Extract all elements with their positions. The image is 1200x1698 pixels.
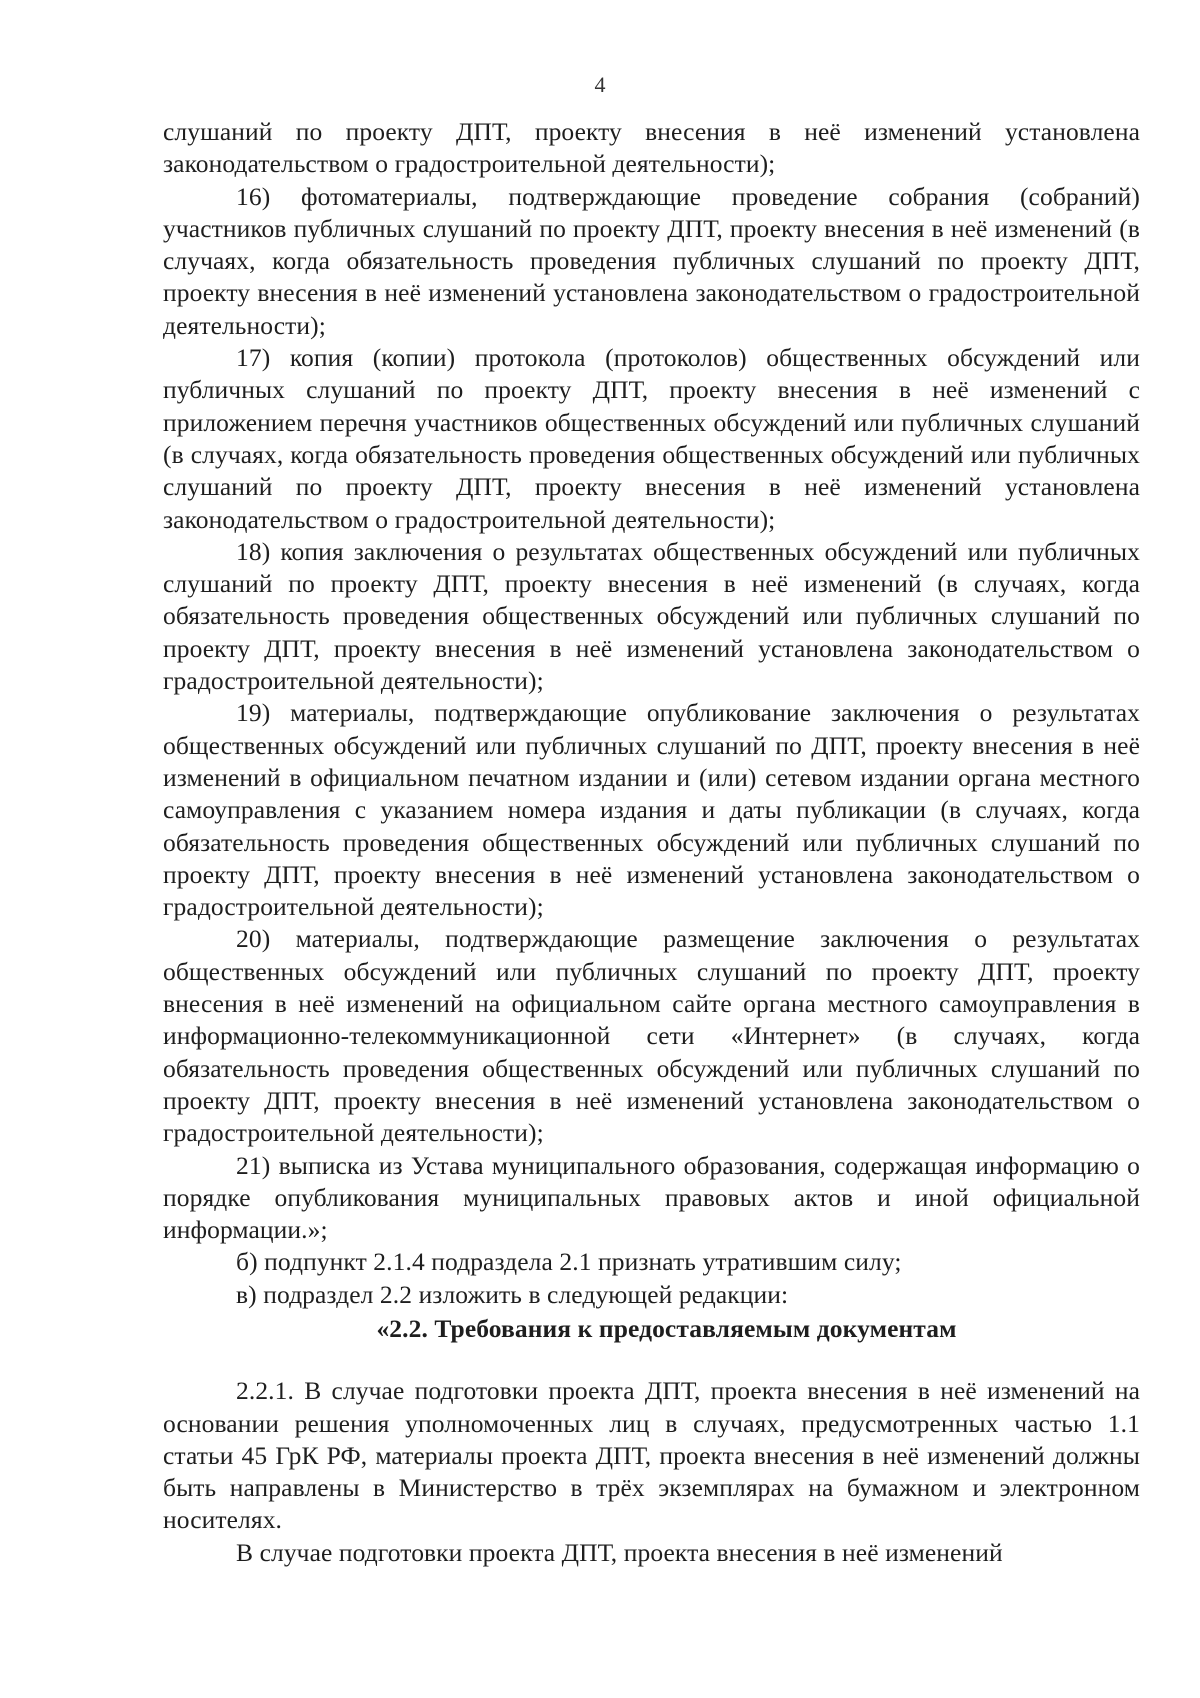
paragraph-item-17: 17) копия (копии) протокола (протоколов) общественных обсуждений или публичных слушаний по проекту ДПТ, проекту внесения в неё изменений с приложением перечня участников общественных обсуждений или публичных слушаний (в случаях, когда обязательность проведения общественных обсуждений или публичных слушаний по проекту ДПТ, проекту внесения в неё изменений установлена законодательством о градостроительной деятельности); (163, 343, 1140, 534)
paragraph-continuation: слушаний по проекту ДПТ, проекту внесения в неё изменений установлена законодательством о градостроительной деятельности); (163, 117, 1140, 179)
page-number: 4 (594, 72, 606, 97)
paragraph-2-2-1: 2.2.1. В случае подготовки проекта ДПТ, проекта внесения в неё изменений на основании решения уполномоченных лиц в случаях, предусмотренных частью 1.1 статьи 45 ГрК РФ, материалы проекта ДПТ, проекта внесения в неё изменений должны быть направлены в Министерство в трёх экземплярах на бумажном и электронном носителях. (163, 1376, 1140, 1535)
paragraph-item-20: 20) материалы, подтверждающие размещение заключения о результатах общественных обсуждений или публичных слушаний по проекту ДПТ, проекту внесения в неё изменений на официальном сайте органа местного самоуправления в информационно-телекоммуникационной сети «Интернет» (в случаях, когда обязательность проведения общественных обсуждений или публичных слушаний по проекту ДПТ, проекту внесения в неё изменений установлена законодательством о градостроительной деятельности); (163, 924, 1140, 1148)
paragraph-item-18: 18) копия заключения о результатах общественных обсуждений или публичных слушаний по проекту ДПТ, проекту внесения в неё изменений (в случаях, когда обязательность проведения общественных обсуждений или публичных слушаний по проекту ДПТ, проекту внесения в неё изменений установлена законодательством о градостроительной деятельности); (163, 536, 1140, 696)
section-heading: «2.2. Требования к предоставляемым документам (376, 1313, 957, 1343)
document-body (163, 116, 1140, 1569)
paragraph-subitem-v: в) подраздел 2.2 изложить в следующей редакции: (236, 1279, 789, 1309)
paragraph-item-16: 16) фотоматериалы, подтверждающие проведение собрания (собраний) участников публичных слушаний по проекту ДПТ, проекту внесения в неё изменений (в случаях, когда обязательность проведения публичных слушаний по проекту ДПТ, проекту внесения в неё изменений установлена законодательством о градостроительной деятельности); (163, 181, 1140, 340)
paragraph-2-2-1-continued: В случае подготовки проекта ДПТ, проекта внесения в неё изменений (236, 1537, 1003, 1567)
paragraph-item-19: 19) материалы, подтверждающие опубликование заключения о результатах общественных обсуждений или публичных слушаний по ДПТ, проекту внесения в неё изменений в официальном печатном издании и (или) сетевом издании органа местного самоуправления с указанием номера издания и даты публикации (в случаях, когда обязательность проведения общественных обсуждений или публичных слушаний по проекту ДПТ, проекту внесения в неё изменений установлена законодательством о градостроительной деятельности); (163, 698, 1140, 922)
paragraph-subitem-b: б) подпункт 2.1.4 подраздела 2.1 признать утратившим силу; (236, 1247, 902, 1277)
paragraph-item-21: 21) выписка из Устава муниципального образования, содержащая информацию о порядке опубликования муниципальных правовых актов и иной официальной информации.»; (163, 1150, 1140, 1245)
